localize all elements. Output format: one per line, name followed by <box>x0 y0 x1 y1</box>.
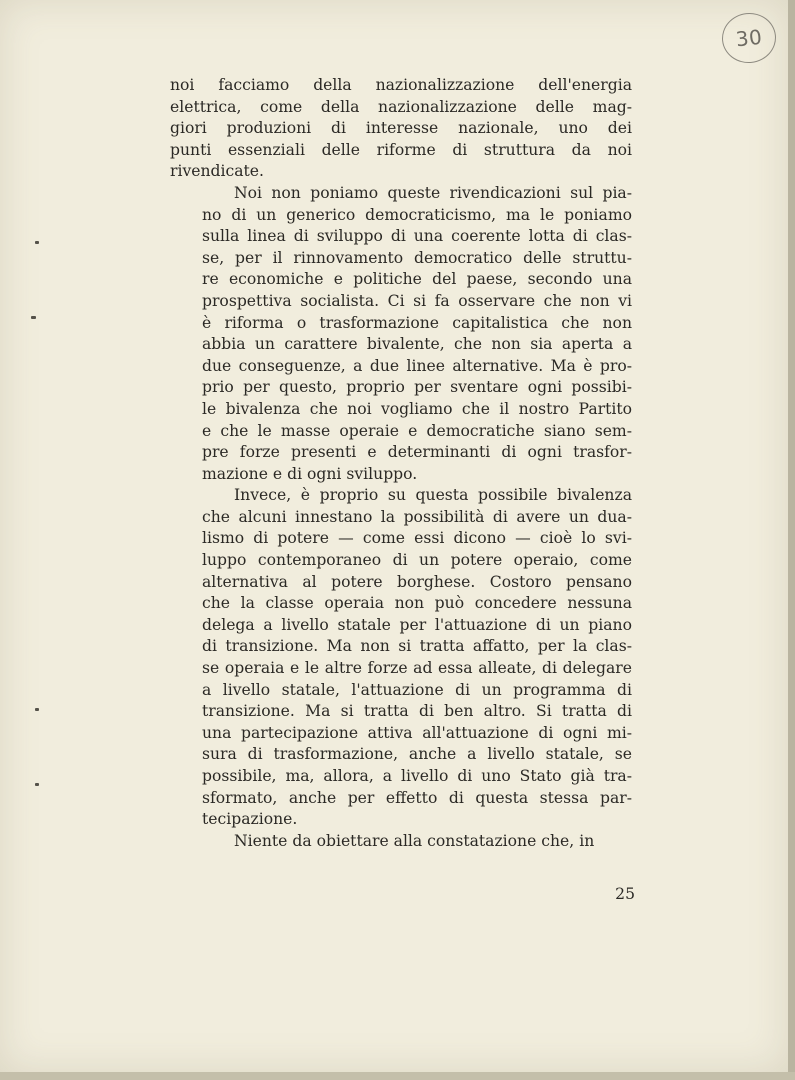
text-line: due conseguenze, a due linee alternative. Ma è pro- <box>202 356 632 375</box>
text-line: transizione. Ma si tratta di ben altro. Si tratta di <box>202 702 632 721</box>
text-line: che la classe operaia non può concedere nessuna <box>202 594 632 613</box>
body-text <box>170 75 632 852</box>
text-line: lismo di potere — come essi dicono — cioè lo svi- <box>202 529 632 548</box>
page-edge-right <box>788 0 795 1080</box>
text-line: una partecipazione attiva all'attuazione di ogni mi- <box>202 723 632 742</box>
text-line: di transizione. Ma non si tratta affatto, per la clas- <box>202 637 632 656</box>
text-line: rivendicate. <box>170 162 264 181</box>
text-line: e che le masse operaie e democratiche siano sem- <box>202 421 632 440</box>
text-line: sura di trasformazione, anche a livello statale, se <box>202 745 632 764</box>
text-line: giori produzioni di interesse nazionale, uno dei <box>170 119 632 138</box>
text-line: pre forze presenti e determinanti di ogni trasfor- <box>202 443 632 462</box>
margin-mark <box>35 783 39 786</box>
text-line: se operaia e le altre forze ad essa alleate, di delegare <box>202 659 632 678</box>
text-line: è riforma o trasformazione capitalistica che non <box>202 313 632 332</box>
text-line: luppo contemporaneo di un potere operaio, come <box>202 551 632 570</box>
text-line: Invece, è proprio su questa possibile bivalenza <box>234 486 632 505</box>
paragraph <box>170 75 632 183</box>
text-line: mazione e di ogni sviluppo. <box>202 464 418 483</box>
paragraph <box>170 183 632 485</box>
text-line: no di un generico democraticismo, ma le poniamo <box>202 205 632 224</box>
text-line: abbia un carattere bivalente, che non sia aperta a <box>202 335 632 354</box>
text-line: punti essenziali delle riforme di struttura da noi <box>170 140 632 159</box>
text-line: Noi non poniamo queste rivendicazioni sul pia- <box>234 183 632 202</box>
page-edge-bottom <box>0 1072 795 1080</box>
text-line: tecipazione. <box>202 810 298 829</box>
archive-stamp: 30 <box>720 10 779 65</box>
paragraph <box>170 831 632 853</box>
paragraph <box>170 485 632 831</box>
text-line: che alcuni innestano la possibilità di avere un dua- <box>202 507 632 526</box>
margin-mark <box>31 316 36 319</box>
text-line: prio per questo, proprio per sventare ogni possibi- <box>202 378 632 397</box>
text-line: delega a livello statale per l'attuazione di un piano <box>202 615 632 634</box>
text-line: le bivalenza che noi vogliamo che il nostro Partito <box>202 399 632 418</box>
page-number: 25 <box>615 885 635 903</box>
text-line: a livello statale, l'attuazione di un programma di <box>202 680 632 699</box>
text-line: possibile, ma, allora, a livello di uno Stato già tra- <box>202 767 632 785</box>
margin-mark <box>35 241 39 244</box>
text-line: alternativa al potere borghese. Costoro pensano <box>202 572 632 591</box>
text-line: Niente da obiettare alla constatazione che, in <box>234 831 595 850</box>
text-line: sformato, anche per effetto di questa stessa par- <box>202 788 632 807</box>
text-line: prospettiva socialista. Ci si fa osservare che non vi <box>202 291 632 310</box>
text-line: elettrica, come della nazionalizzazione delle mag- <box>170 97 632 116</box>
text-line: sulla linea di sviluppo di una coerente lotta di clas- <box>202 227 632 246</box>
text-line: se, per il rinnovamento democratico delle struttu- <box>202 248 632 267</box>
text-line: re economiche e politiche del paese, secondo una <box>202 270 632 289</box>
text-line: noi facciamo della nazionalizzazione dell'energia <box>170 76 632 94</box>
margin-mark <box>35 708 39 711</box>
